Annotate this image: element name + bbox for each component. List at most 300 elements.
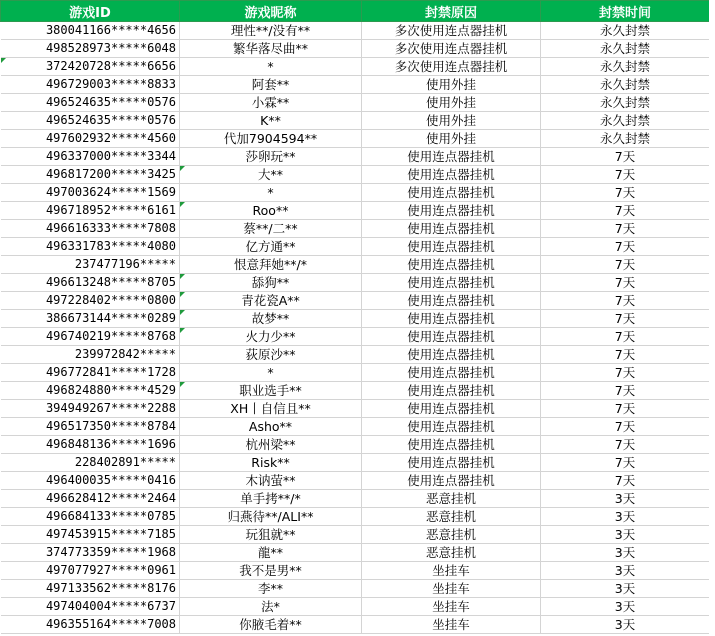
- cell-ban-duration[interactable]: [541, 598, 710, 616]
- cell-text: 蔡**/二**: [243, 221, 298, 236]
- table-row: [1, 166, 710, 184]
- cell-ban-duration[interactable]: [541, 454, 710, 472]
- cell-text: 恶意挂机: [425, 509, 476, 524]
- cell-text: 7天: [614, 275, 636, 290]
- cell-game-id[interactable]: [1, 544, 180, 562]
- table-row: [1, 472, 710, 490]
- cell-game-id[interactable]: [1, 472, 180, 490]
- cell-text: 497133562*****8176: [45, 581, 176, 595]
- cell-ban-reason[interactable]: [362, 148, 541, 166]
- cell-nickname[interactable]: [180, 112, 362, 130]
- cell-text: 237477196*****: [74, 257, 176, 271]
- cell-nickname[interactable]: [180, 472, 362, 490]
- comment-indicator-icon: [180, 382, 185, 387]
- cell-ban-duration[interactable]: [541, 382, 710, 400]
- cell-text: 496331783*****4080: [45, 239, 176, 253]
- cell-text: 永久封禁: [599, 113, 650, 128]
- cell-text: 228402891*****: [74, 455, 176, 469]
- cell-ban-duration[interactable]: [541, 292, 710, 310]
- cell-text: 恨意拜她**/*: [234, 257, 307, 272]
- cell-text: 使用连点器挂机: [407, 473, 495, 488]
- table-row: [1, 292, 710, 310]
- cell-text: 7天: [614, 293, 636, 308]
- cell-text: 使用连点器挂机: [407, 239, 495, 254]
- cell-text: 使用连点器挂机: [407, 275, 495, 290]
- cell-ban-reason[interactable]: [362, 130, 541, 148]
- table-row: [1, 436, 710, 454]
- table-row: [1, 202, 710, 220]
- cell-text: 青花瓷A**: [241, 293, 300, 308]
- cell-ban-reason[interactable]: [362, 490, 541, 508]
- header-ban-duration[interactable]: 封禁时间: [541, 1, 710, 22]
- table-row: [1, 598, 710, 616]
- cell-text: 496517350*****8784: [45, 419, 176, 433]
- cell-text: *: [267, 365, 274, 380]
- cell-ban-reason[interactable]: [362, 382, 541, 400]
- table-row: [1, 184, 710, 202]
- cell-text: 单手拷**/*: [240, 491, 301, 506]
- cell-text: 497003624*****1569: [45, 185, 176, 199]
- cell-ban-reason[interactable]: [362, 454, 541, 472]
- cell-text: 杭州梁**: [245, 437, 296, 452]
- cell-text: 玩狙就**: [245, 527, 296, 542]
- cell-text: 7天: [614, 239, 636, 254]
- cell-text: 使用连点器挂机: [407, 401, 495, 416]
- table-row: [1, 40, 710, 58]
- cell-nickname[interactable]: [180, 256, 362, 274]
- cell-text: 我不是男**: [239, 563, 302, 578]
- cell-ban-reason[interactable]: [362, 238, 541, 256]
- cell-nickname[interactable]: [180, 58, 362, 76]
- cell-nickname[interactable]: [180, 328, 362, 346]
- cell-text: 3天: [614, 599, 636, 614]
- cell-text: 火力少**: [245, 329, 296, 344]
- cell-text: 莎卵玩**: [245, 149, 296, 164]
- cell-text: 荻原沙**: [245, 347, 296, 362]
- sheet-edge: [709, 0, 715, 636]
- cell-text: 496613248*****8705: [45, 275, 176, 289]
- cell-ban-reason[interactable]: [362, 508, 541, 526]
- table-row: [1, 148, 710, 166]
- cell-text: Roo**: [252, 203, 289, 218]
- cell-nickname[interactable]: [180, 94, 362, 112]
- cell-text: 使用连点器挂机: [407, 455, 495, 470]
- cell-ban-duration[interactable]: [541, 436, 710, 454]
- cell-ban-duration[interactable]: [541, 526, 710, 544]
- cell-game-id[interactable]: [1, 112, 180, 130]
- cell-game-id[interactable]: [1, 310, 180, 328]
- cell-text: 3天: [614, 527, 636, 542]
- cell-text: 496772841*****1728: [45, 365, 176, 379]
- cell-text: 使用连点器挂机: [407, 167, 495, 182]
- cell-text: 舔狗**: [251, 275, 290, 290]
- cell-text: 多次使用连点器挂机: [394, 41, 508, 56]
- cell-text: 大**: [257, 167, 283, 182]
- comment-indicator-icon: [180, 202, 185, 207]
- cell-nickname[interactable]: [180, 346, 362, 364]
- cell-text: 496824880*****4529: [45, 383, 176, 397]
- cell-text: 496400035*****0416: [45, 473, 176, 487]
- cell-ban-reason[interactable]: [362, 58, 541, 76]
- table-row: [1, 580, 710, 598]
- cell-ban-reason[interactable]: [362, 346, 541, 364]
- cell-text: 7天: [614, 329, 636, 344]
- table-row: [1, 382, 710, 400]
- cell-text: 497228402*****0800: [45, 293, 176, 307]
- cell-ban-reason[interactable]: [362, 76, 541, 94]
- cell-text: 7天: [614, 257, 636, 272]
- cell-text: 3天: [614, 509, 636, 524]
- cell-ban-duration[interactable]: [541, 400, 710, 418]
- table-row: [1, 310, 710, 328]
- cell-text: 372420728*****6656: [45, 59, 176, 73]
- cell-ban-reason[interactable]: [362, 310, 541, 328]
- cell-nickname[interactable]: [180, 76, 362, 94]
- cell-nickname[interactable]: [180, 184, 362, 202]
- cell-text: 理性**/没有**: [230, 23, 311, 38]
- cell-text: 使用外挂: [425, 113, 476, 128]
- cell-ban-reason[interactable]: [362, 580, 541, 598]
- cell-game-id[interactable]: [1, 526, 180, 544]
- cell-text: 使用连点器挂机: [407, 149, 495, 164]
- cell-text: 使用连点器挂机: [407, 419, 495, 434]
- cell-nickname[interactable]: [180, 436, 362, 454]
- cell-nickname[interactable]: [180, 220, 362, 238]
- cell-text: 使用连点器挂机: [407, 347, 495, 362]
- cell-text: 故梦**: [251, 311, 290, 326]
- cell-nickname[interactable]: [180, 202, 362, 220]
- cell-ban-reason[interactable]: [362, 184, 541, 202]
- cell-text: Asho**: [248, 419, 293, 434]
- cell-text: XH丨自信且**: [230, 401, 311, 416]
- cell-game-id[interactable]: [1, 418, 180, 436]
- cell-nickname[interactable]: [180, 544, 362, 562]
- cell-ban-duration[interactable]: [541, 130, 710, 148]
- cell-ban-reason[interactable]: [362, 436, 541, 454]
- cell-text: 7天: [614, 437, 636, 452]
- cell-ban-reason[interactable]: [362, 526, 541, 544]
- cell-ban-duration[interactable]: [541, 148, 710, 166]
- cell-text: 使用连点器挂机: [407, 311, 495, 326]
- cell-ban-reason[interactable]: [362, 328, 541, 346]
- cell-text: 496729003*****8833: [45, 77, 176, 91]
- table-row: [1, 418, 710, 436]
- table-row: [1, 328, 710, 346]
- cell-ban-reason[interactable]: [362, 202, 541, 220]
- cell-text: 归燕待**/ALI**: [227, 509, 314, 524]
- cell-text: 恶意挂机: [425, 491, 476, 506]
- cell-game-id[interactable]: [1, 490, 180, 508]
- cell-text: 380041166*****4656: [45, 23, 176, 37]
- cell-nickname[interactable]: [180, 40, 362, 58]
- cell-text: 3天: [614, 563, 636, 578]
- cell-game-id[interactable]: [1, 400, 180, 418]
- cell-text: K**: [260, 113, 281, 128]
- cell-ban-reason[interactable]: [362, 364, 541, 382]
- cell-ban-duration[interactable]: [541, 364, 710, 382]
- cell-ban-duration[interactable]: [541, 256, 710, 274]
- cell-ban-reason[interactable]: [362, 472, 541, 490]
- cell-ban-duration[interactable]: [541, 40, 710, 58]
- cell-game-id[interactable]: [1, 508, 180, 526]
- cell-text: 使用连点器挂机: [407, 185, 495, 200]
- cell-text: 使用连点器挂机: [407, 365, 495, 380]
- table-row: [1, 562, 710, 580]
- cell-text: 7天: [614, 167, 636, 182]
- cell-text: 多次使用连点器挂机: [394, 23, 508, 38]
- cell-ban-duration[interactable]: [541, 274, 710, 292]
- cell-text: 多次使用连点器挂机: [394, 59, 508, 74]
- cell-ban-reason[interactable]: [362, 598, 541, 616]
- cell-ban-duration[interactable]: [541, 94, 710, 112]
- cell-text: 龍**: [257, 545, 283, 560]
- cell-game-id[interactable]: [1, 598, 180, 616]
- cell-text: 使用连点器挂机: [407, 437, 495, 452]
- header-row: [1, 1, 710, 22]
- table-row: [1, 454, 710, 472]
- cell-text: 亿方通**: [245, 239, 296, 254]
- cell-text: 木讷萤**: [245, 473, 296, 488]
- cell-nickname[interactable]: [180, 454, 362, 472]
- cell-text: 使用连点器挂机: [407, 221, 495, 236]
- cell-nickname[interactable]: [180, 310, 362, 328]
- cell-game-id[interactable]: [1, 580, 180, 598]
- cell-nickname[interactable]: [180, 526, 362, 544]
- cell-ban-reason[interactable]: [362, 112, 541, 130]
- comment-indicator-icon: [180, 328, 185, 333]
- cell-text: 497077927*****0961: [45, 563, 176, 577]
- cell-text: 永久封禁: [599, 95, 650, 110]
- cell-text: 永久封禁: [599, 131, 650, 146]
- cell-text: 李**: [257, 581, 283, 596]
- table-row: [1, 346, 710, 364]
- cell-game-id[interactable]: [1, 94, 180, 112]
- cell-nickname[interactable]: [180, 490, 362, 508]
- cell-ban-duration[interactable]: [541, 184, 710, 202]
- cell-nickname[interactable]: [180, 562, 362, 580]
- cell-ban-duration[interactable]: [541, 562, 710, 580]
- cell-ban-reason[interactable]: [362, 94, 541, 112]
- cell-text: 386673144*****0289: [45, 311, 176, 325]
- cell-ban-reason[interactable]: [362, 544, 541, 562]
- cell-text: 法*: [261, 599, 280, 614]
- cell-ban-duration[interactable]: [541, 58, 710, 76]
- cell-game-id[interactable]: [1, 40, 180, 58]
- cell-text: 394949267*****2288: [45, 401, 176, 415]
- cell-game-id[interactable]: [1, 148, 180, 166]
- cell-nickname[interactable]: [180, 22, 362, 40]
- cell-ban-duration[interactable]: [541, 202, 710, 220]
- cell-game-id[interactable]: [1, 454, 180, 472]
- cell-ban-duration[interactable]: [541, 472, 710, 490]
- cell-text: 498528973*****6048: [45, 41, 176, 55]
- table-row: [1, 256, 710, 274]
- table-row: [1, 490, 710, 508]
- cell-ban-reason[interactable]: [362, 616, 541, 634]
- cell-text: 使用外挂: [425, 77, 476, 92]
- table-row: [1, 220, 710, 238]
- cell-text: 代加7904594**: [223, 131, 318, 146]
- table-row: [1, 400, 710, 418]
- table-body: [1, 22, 710, 634]
- cell-text: 坐挂车: [432, 599, 470, 614]
- cell-game-id[interactable]: [1, 364, 180, 382]
- cell-nickname[interactable]: [180, 292, 362, 310]
- cell-ban-reason[interactable]: [362, 166, 541, 184]
- cell-text: 职业选手**: [239, 383, 302, 398]
- table-row: [1, 76, 710, 94]
- cell-text: 7天: [614, 347, 636, 362]
- cell-nickname[interactable]: [180, 148, 362, 166]
- table-row: [1, 94, 710, 112]
- cell-game-id[interactable]: [1, 76, 180, 94]
- cell-ban-duration[interactable]: [541, 346, 710, 364]
- cell-text: 小霖**: [251, 95, 290, 110]
- comment-indicator-icon: [1, 58, 6, 63]
- cell-ban-reason[interactable]: [362, 40, 541, 58]
- table-row: [1, 544, 710, 562]
- cell-game-id[interactable]: [1, 22, 180, 40]
- table-row: [1, 616, 710, 634]
- cell-ban-reason[interactable]: [362, 274, 541, 292]
- table-row: [1, 130, 710, 148]
- cell-game-id[interactable]: [1, 58, 180, 76]
- cell-nickname[interactable]: [180, 580, 362, 598]
- cell-text: *: [267, 59, 274, 74]
- cell-ban-duration[interactable]: [541, 544, 710, 562]
- cell-text: 3天: [614, 545, 636, 560]
- cell-game-id[interactable]: [1, 274, 180, 292]
- cell-text: 496740219*****8768: [45, 329, 176, 343]
- cell-ban-duration[interactable]: [541, 166, 710, 184]
- cell-text: 496628412*****2464: [45, 491, 176, 505]
- cell-text: 3天: [614, 491, 636, 506]
- cell-game-id[interactable]: [1, 562, 180, 580]
- cell-ban-reason[interactable]: [362, 256, 541, 274]
- cell-game-id[interactable]: [1, 382, 180, 400]
- cell-nickname[interactable]: [180, 382, 362, 400]
- cell-text: 7天: [614, 203, 636, 218]
- cell-game-id[interactable]: [1, 220, 180, 238]
- cell-game-id[interactable]: [1, 328, 180, 346]
- cell-game-id[interactable]: [1, 184, 180, 202]
- cell-text: 497602932*****4560: [45, 131, 176, 145]
- cell-text: 7天: [614, 383, 636, 398]
- cell-text: 7天: [614, 419, 636, 434]
- cell-text: 使用外挂: [425, 95, 476, 110]
- table-row: [1, 526, 710, 544]
- cell-nickname[interactable]: [180, 616, 362, 634]
- cell-ban-duration[interactable]: [541, 76, 710, 94]
- header-nickname[interactable]: 游戏昵称: [180, 1, 362, 22]
- cell-text: 7天: [614, 185, 636, 200]
- cell-text: 坐挂车: [432, 617, 470, 632]
- cell-ban-duration[interactable]: [541, 22, 710, 40]
- cell-text: 使用连点器挂机: [407, 329, 495, 344]
- cell-text: 永久封禁: [599, 77, 650, 92]
- cell-game-id[interactable]: [1, 616, 180, 634]
- cell-ban-reason[interactable]: [362, 418, 541, 436]
- cell-ban-duration[interactable]: [541, 220, 710, 238]
- table-row: [1, 364, 710, 382]
- cell-nickname[interactable]: [180, 274, 362, 292]
- table-row: [1, 22, 710, 40]
- cell-ban-duration[interactable]: [541, 310, 710, 328]
- cell-nickname[interactable]: [180, 418, 362, 436]
- cell-ban-duration[interactable]: [541, 580, 710, 598]
- cell-nickname[interactable]: [180, 598, 362, 616]
- cell-game-id[interactable]: [1, 166, 180, 184]
- cell-ban-duration[interactable]: [541, 490, 710, 508]
- cell-text: 恶意挂机: [425, 545, 476, 560]
- cell-nickname[interactable]: [180, 166, 362, 184]
- cell-ban-reason[interactable]: [362, 292, 541, 310]
- cell-nickname[interactable]: [180, 130, 362, 148]
- cell-text: 繁华落尽曲**: [232, 41, 308, 56]
- cell-text: 497453915*****7185: [45, 527, 176, 541]
- cell-text: 7天: [614, 311, 636, 326]
- cell-text: 3天: [614, 617, 636, 632]
- cell-ban-duration[interactable]: [541, 508, 710, 526]
- cell-text: 496355164*****7008: [45, 617, 176, 631]
- cell-game-id[interactable]: [1, 436, 180, 454]
- table-row: [1, 112, 710, 130]
- cell-ban-duration[interactable]: [541, 328, 710, 346]
- cell-ban-reason[interactable]: [362, 562, 541, 580]
- cell-ban-duration[interactable]: [541, 616, 710, 634]
- cell-ban-duration[interactable]: [541, 238, 710, 256]
- cell-ban-duration[interactable]: [541, 418, 710, 436]
- cell-ban-reason[interactable]: [362, 22, 541, 40]
- cell-text: 496524635*****0576: [45, 95, 176, 109]
- cell-text: 使用连点器挂机: [407, 257, 495, 272]
- cell-ban-duration[interactable]: [541, 112, 710, 130]
- cell-game-id[interactable]: [1, 256, 180, 274]
- cell-ban-reason[interactable]: [362, 220, 541, 238]
- cell-nickname[interactable]: [180, 508, 362, 526]
- cell-ban-reason[interactable]: [362, 400, 541, 418]
- cell-text: 坐挂车: [432, 581, 470, 596]
- cell-text: 永久封禁: [599, 23, 650, 38]
- cell-text: 使用外挂: [425, 131, 476, 146]
- cell-game-id[interactable]: [1, 202, 180, 220]
- header-game-id[interactable]: 游戏ID: [1, 1, 180, 22]
- cell-nickname[interactable]: [180, 400, 362, 418]
- cell-text: 使用连点器挂机: [407, 293, 495, 308]
- cell-text: 7天: [614, 149, 636, 164]
- cell-game-id[interactable]: [1, 346, 180, 364]
- cell-nickname[interactable]: [180, 364, 362, 382]
- cell-text: 永久封禁: [599, 59, 650, 74]
- cell-text: Risk**: [251, 455, 290, 470]
- cell-text: 496848136*****1696: [45, 437, 176, 451]
- cell-game-id[interactable]: [1, 292, 180, 310]
- comment-indicator-icon: [180, 310, 185, 315]
- cell-game-id[interactable]: [1, 238, 180, 256]
- cell-nickname[interactable]: [180, 238, 362, 256]
- table-row: [1, 58, 710, 76]
- cell-text: 7天: [614, 221, 636, 236]
- cell-text: 7天: [614, 365, 636, 380]
- cell-text: 497404004*****6737: [45, 599, 176, 613]
- header-ban-reason[interactable]: 封禁原因: [362, 1, 541, 22]
- cell-text: 496817200*****3425: [45, 167, 176, 181]
- comment-indicator-icon: [180, 292, 185, 297]
- cell-text: 374773359*****1968: [45, 545, 176, 559]
- cell-game-id[interactable]: [1, 130, 180, 148]
- cell-text: 7天: [614, 401, 636, 416]
- cell-text: 7天: [614, 455, 636, 470]
